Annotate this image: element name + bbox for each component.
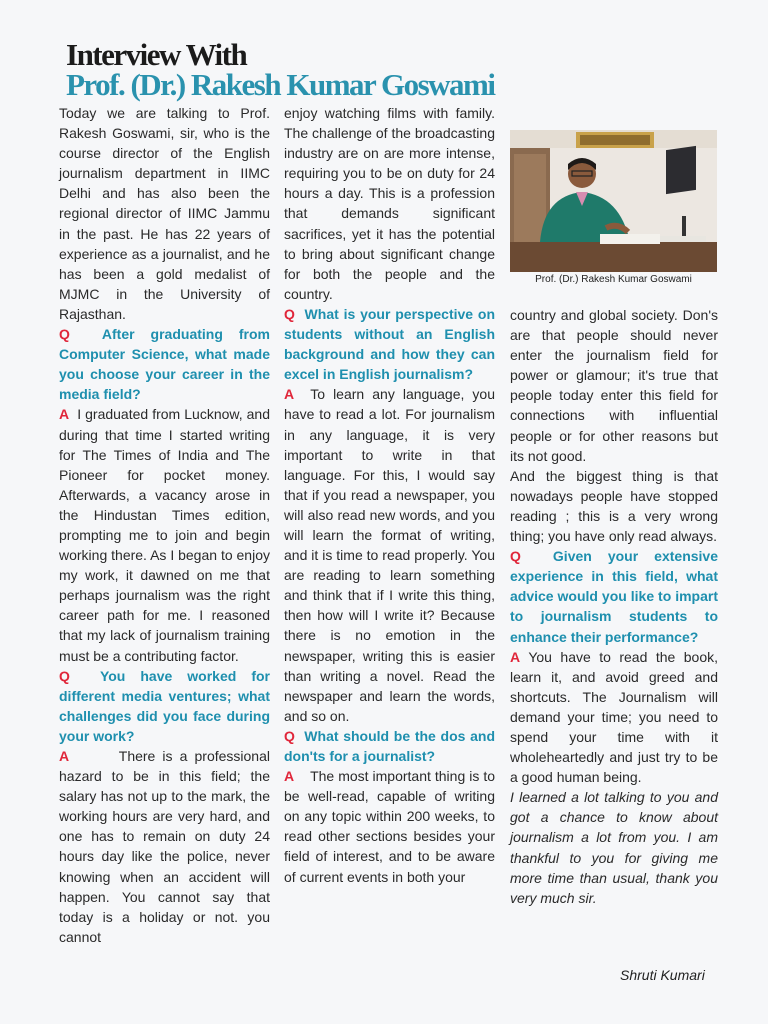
intro-paragraph: Today we are talking to Prof. Rakesh Goswami, sir, who is the course director of the English journalism department in IIMC Delhi and has also been the regional director of IIMC Jammu in the past. He has 22 years of experience as a journalist, and he has been a gold medalist of MJMC in the University of Rajasthan. bbox=[59, 105, 270, 322]
question-5 bbox=[510, 546, 718, 646]
answer-5 bbox=[510, 647, 718, 788]
question-2 bbox=[59, 666, 270, 746]
question-1-text: After graduating from Computer Science, what made you choose your career in the media field? bbox=[59, 326, 270, 403]
answer-marker: A bbox=[59, 748, 70, 764]
answer-marker: A bbox=[284, 386, 295, 403]
answer-marker: A bbox=[510, 648, 521, 665]
answer-4-text: The most important thing is to be well-read, capable of writing on any topic within 200 weeks, to read other sections besides your field of interest, and to be aware of current events in both your bbox=[284, 768, 496, 885]
question-marker: Q bbox=[59, 326, 70, 343]
answer-3-text: To learn any language, you have to read a lot. For journalism in any language, it is very important to write in that language. For this, I would say that if you read a newspaper, you will also read new words, and you will learn the format of writing, and it is time to read properly. You are reading to learn something and think that if I write this thing, then how will I write it? Because there is no emotion in the newspaper, writing this is easier than writing a novel. Read the newspaper and learn the words, and so on. bbox=[284, 386, 496, 724]
title-line-1: Interview With bbox=[66, 37, 247, 72]
article-title bbox=[66, 37, 495, 102]
question-marker: Q bbox=[510, 548, 521, 565]
portrait-illustration bbox=[510, 130, 717, 272]
continued-text: enjoy watching films with family. The challenge of the broadcasting industry are on are more intense, requiring you to be on duty for 24 hours a day. This is a profession that demands significant sacrifices, yet it has the potential to bring about significant change for both the people and the country. bbox=[284, 105, 495, 302]
portrait-photo bbox=[510, 130, 717, 272]
answer-2 bbox=[59, 746, 270, 947]
column-2 bbox=[284, 103, 495, 887]
question-2-text: You have worked for different media ventures; what challenges did you face during your work? bbox=[59, 667, 270, 744]
closing-remark: I learned a lot talking to you and got a chance to know about journalism a lot from you. I am thankful to you for giving me more time than usual, thank you very much sir. bbox=[510, 789, 718, 906]
answer-marker: A bbox=[284, 768, 295, 785]
answer-1-text: I graduated from Lucknow, and during that time I started writing for The Times of India and The Pioneer for pocket money. Afterwards, a vacancy arose in the Hindustan Times edition, prompting me to join and begin working there. As I began to enjoy my work, it dawned on me that perhaps journalism was the right career path for me. I reasoned that my lack of journalism training must be a contributing factor. bbox=[59, 406, 271, 664]
question-4 bbox=[284, 726, 495, 766]
question-4-text: What should be the dos and don'ts for a journalist? bbox=[284, 727, 495, 764]
title-line-2: Prof. (Dr.) Rakesh Kumar Goswami bbox=[66, 67, 495, 102]
question-3-text: What is your perspective on students without an English background and how they can excel in English journalism? bbox=[284, 305, 495, 383]
question-1 bbox=[59, 324, 270, 404]
column-3 bbox=[510, 305, 718, 908]
answer-3 bbox=[284, 384, 495, 726]
question-3 bbox=[284, 304, 495, 384]
author-name: Shruti Kumari bbox=[620, 967, 705, 983]
question-5-text: Given your extensive experience in this field, what advice would you like to impart to journalism students to enhance their performance? bbox=[510, 548, 719, 645]
column-1 bbox=[59, 103, 270, 947]
answer-1 bbox=[59, 404, 270, 665]
question-marker: Q bbox=[284, 727, 295, 744]
continued-text: country and global society. Don's are that people should never enter the journalism field for power or glamour; it's true that people today enter this field for connections with influential people or for other reasons but its not good. bbox=[510, 307, 718, 464]
answer-5-text: You have to read the book, learn it, and avoid greed and shortcuts. The Journalism will demand your time; you need to spend your time with it wholeheartedly and just try to be a good human being. bbox=[510, 648, 718, 786]
answer-marker: A bbox=[59, 406, 70, 423]
photo-caption: Prof. (Dr.) Rakesh Kumar Goswami bbox=[535, 274, 692, 285]
question-marker: Q bbox=[284, 305, 295, 322]
question-marker: Q bbox=[59, 667, 70, 684]
continued-text-2: And the biggest thing is that nowadays people have stopped reading ; this is a very wrong thing; you have only read always. bbox=[510, 467, 718, 545]
answer-2-text: There is a professional hazard to be in this field; the salary has not up to the mark, the working hours are very hard, and one has to remain on duty 24 hours day like the police, never knowing when an accident will happen. You cannot say that today is a holiday or not. you cannot bbox=[59, 748, 270, 945]
answer-4 bbox=[284, 766, 495, 887]
